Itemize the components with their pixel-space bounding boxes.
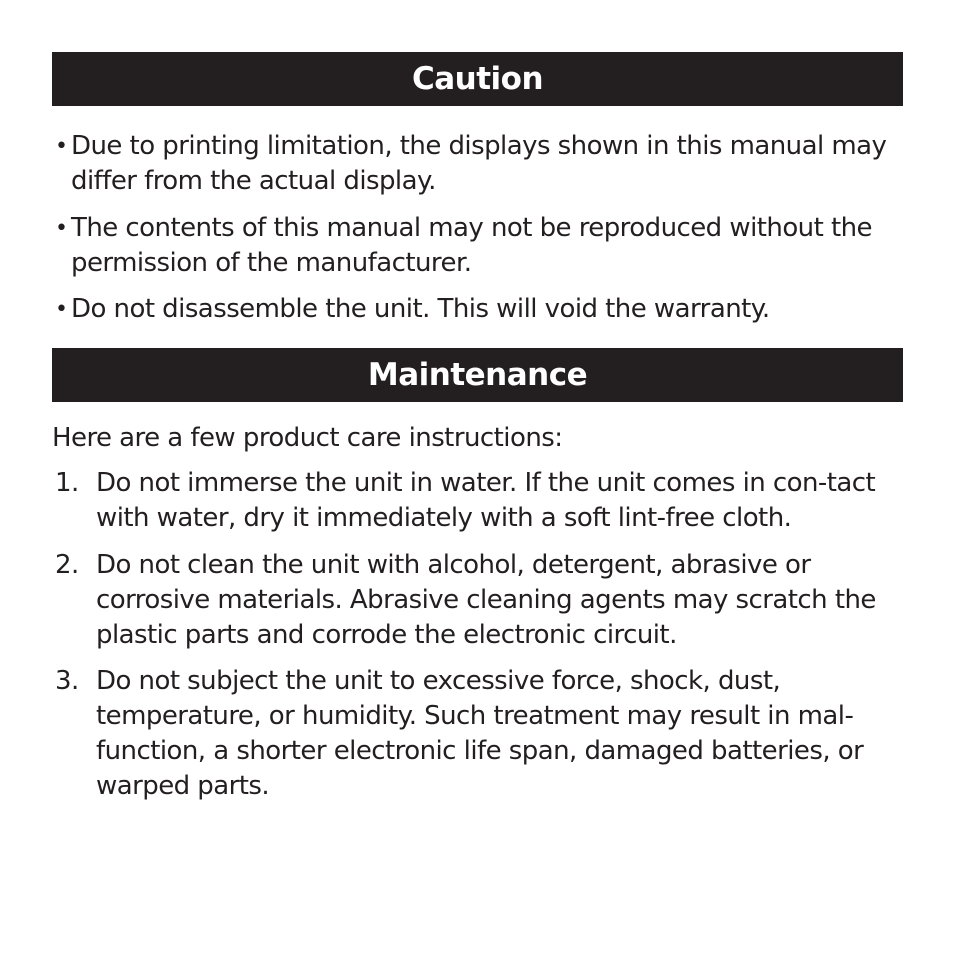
caution-item-text: Do not disassemble the unit. This will void the warranty. [71, 294, 770, 324]
bullet-icon: • [55, 134, 68, 159]
item-number: 3. [55, 666, 79, 696]
maintenance-header [52, 348, 903, 402]
maintenance-item [52, 548, 912, 653]
maintenance-item-text: Do not immerse the unit in water. If the unit comes in con-tact with water, dry it immediately with a soft lint-free cloth. [96, 468, 876, 533]
caution-item-text: The contents of this manual may not be reproduced without the permission of the manufacturer. [71, 213, 872, 278]
caution-item-text: Due to printing limitation, the displays shown in this manual may differ from the actual display. [71, 131, 887, 196]
maintenance-title: Maintenance [367, 357, 588, 393]
maintenance-item-text: Do not clean the unit with alcohol, detergent, abrasive or corrosive materials. Abrasive cleaning agents may scratch the plastic parts and corrode the electronic circuit. [96, 550, 876, 650]
bullet-icon: • [55, 297, 68, 322]
caution-item [52, 129, 912, 199]
caution-item [52, 211, 912, 281]
maintenance-item-text: Do not subject the unit to excessive force, shock, dust, temperature, or humidity. Such treatment may result in mal-function, a shorter electronic life span, damaged batteries, or warped parts. [96, 666, 864, 801]
caution-item [52, 292, 912, 327]
item-number: 1. [55, 468, 79, 498]
maintenance-item [52, 664, 912, 804]
bullet-icon: • [55, 216, 68, 241]
maintenance-item [52, 466, 912, 536]
caution-title: Caution [411, 61, 544, 97]
item-number: 2. [55, 550, 79, 580]
caution-header [52, 52, 903, 106]
maintenance-intro: Here are a few product care instructions: [52, 423, 563, 453]
